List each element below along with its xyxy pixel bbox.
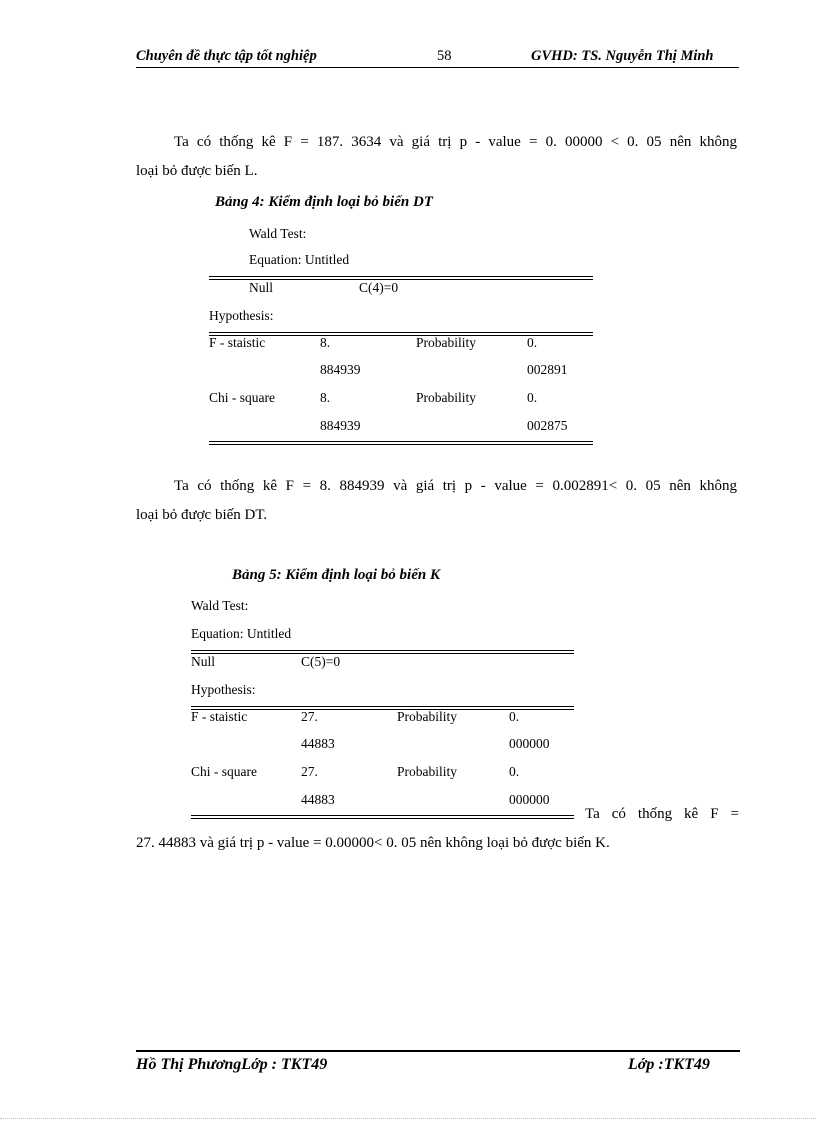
table5-row2-v2: 44883 [301,792,335,807]
table5-null-value: C(5)=0 [301,654,341,669]
para1-line1: Ta có thống kê F = 187. 3634 và giá trị p - value = 0. 00000 < 0. 05 nên không [174,134,737,150]
table5-row2-p1: 0. [509,764,520,779]
table5-row1-prob: Probability [397,709,457,724]
table5-hypothesis-label: Hypothesis: [191,682,256,697]
table5-equation: Equation: Untitled [191,626,292,641]
table5-row1-v2: 44883 [301,736,335,751]
table4-row1-v2: 884939 [320,362,361,377]
table5-row1-p2: 000000 [509,736,550,751]
table5-rule-top [191,650,574,654]
table4-equation: Equation: Untitled [249,252,350,267]
table4-row1-prob: Probability [416,335,476,350]
table5-wald: Wald Test: [191,598,249,613]
table4-wald: Wald Test: [249,226,307,241]
table5-row2-prob: Probability [397,764,457,779]
para1-line2: loại bỏ được biến L. [136,163,258,179]
table5-rule-bottom [191,815,574,819]
header-title: Chuyên đề thực tập tốt nghiệp [136,48,317,64]
table5-null-label: Null [191,654,216,669]
page-number: 58 [437,48,452,64]
table4-row2-p2: 002875 [527,418,568,433]
header-advisor: GVHD: TS. Nguyễn Thị Minh [531,48,714,64]
para2-line1: Ta có thống kê F = 8. 884939 và giá trị p - value = 0.002891< 0. 05 nên không [174,478,737,494]
footer-author: Hồ Thị PhươngLớp : TKT49 [136,1056,328,1073]
table4-rule-bottom [209,441,593,445]
para3-line1-tail: Ta có thống kê F = [585,806,739,822]
table4-caption: Bảng 4: Kiểm định loại bỏ biến DT [215,194,433,210]
table5-row1-p1: 0. [509,709,520,724]
table5-caption: Bảng 5: Kiểm định loại bỏ biến K [232,567,440,583]
table5-row2-p2: 000000 [509,792,550,807]
table5-row1-v1: 27. [301,709,318,724]
page-edge-dotted-line [0,1118,816,1119]
table5-row2-v1: 27. [301,764,318,779]
table4-hypothesis-label: Hypothesis: [209,308,274,323]
table4-row2-label: Chi - square [209,390,275,405]
table4-null-value: C(4)=0 [359,280,399,295]
table4-null-label: Null [249,280,274,295]
table4-row1-p1: 0. [527,335,538,350]
table4-row2-v1: 8. [320,390,331,405]
table4-row1-v1: 8. [320,335,331,350]
footer-rule [136,1050,740,1052]
table4-row2-p1: 0. [527,390,538,405]
table5-row2-label: Chi - square [191,764,257,779]
footer-class: Lớp :TKT49 [628,1056,710,1073]
table4-row2-prob: Probability [416,390,476,405]
header-rule [136,67,739,68]
table4-row1-label: F - staistic [209,335,266,350]
table4-row2-v2: 884939 [320,418,361,433]
table5-row1-label: F - staistic [191,709,248,724]
para2-line2: loại bỏ được biến DT. [136,507,268,523]
table4-row1-p2: 002891 [527,362,568,377]
para3-line2: 27. 44883 và giá trị p - value = 0.00000< 0. 05 nên không loại bỏ được biến K. [136,835,610,851]
